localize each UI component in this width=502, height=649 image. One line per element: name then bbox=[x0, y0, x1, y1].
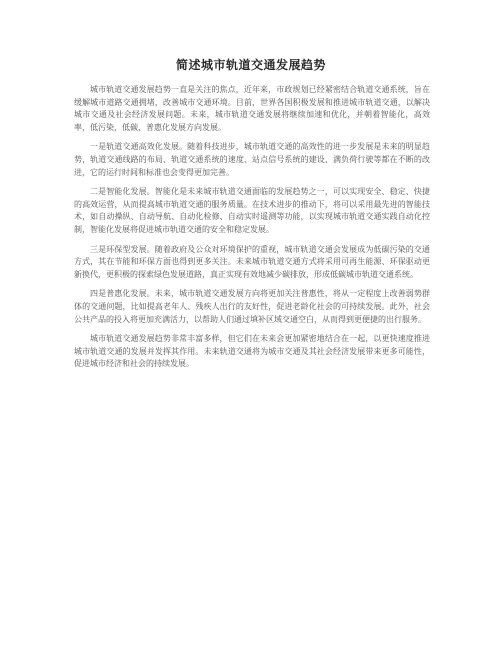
paragraph-efficiency: 一是轨道交通高效化发展。随着科技进步，城市轨道交通的高效性的进一步发展是未来的明显趋势，轨道交通线路的布局、轨道交通系统的速度、站点信号系统的建设、满负荷行驶等都在不断的改进，它的运行时间和标准也会变得更加完善。 bbox=[74, 142, 430, 177]
paragraph-intro: 城市轨道交通发展趋势一直是关注的焦点，近年来，市政规划已经紧密结合轨道交通系统，旨在缓解城市道路交通拥堵，改善城市交通环境。目前，世界各国积极发展和推进城市轨道交通，以解决城市交通及社会经济发展问题。未来，城市轨道交通发展将继续加速和优化，并朝着智能化，高效率，低污染，低碳，普惠化发展方向发展。 bbox=[74, 85, 430, 132]
paragraph-intelligence: 二是智能化发展。智能化是未来城市轨道交通面临的发展趋势之一，可以实现安全、稳定、快捷的高效运营，从而提高城市轨道交通的服务质量。在技术进步的推动下，将可以采用最先进的智能技术，如自动操纵、自动导航、自动化检修、自动实时遥测等功能，以实现城市轨道交通实践自动化控制，智能化发展将促进城市轨道交通的安全和稳定发展。 bbox=[74, 187, 430, 234]
document-body bbox=[74, 84, 430, 378]
paragraph-environment: 三是环保型发展。随着政府及公众对环境保护的重视，城市轨道交通会发展成为低碳污染的交通方式，其在节能和环保方面也得到更多关注。未来城市轨道交通方式将采用可再生能源、环保驱动更新换代，更积极的探索绿色发展道路，真正实现有效地减少碳排放，形成低碳城市轨道交通系统。 bbox=[74, 244, 430, 279]
paragraph-conclusion: 城市轨道交通发展趋势非常丰富多样，但它们在未来会更加紧密地结合在一起，以更快速度推进城市轨道交通的发展并发挥其作用。未来轨道交通将为城市交通及其社会经济发展带来更多可能性，促进城市经济和社会的持续发展。 bbox=[74, 334, 430, 369]
paragraph-inclusive: 四是普惠化发展。未来，城市轨道交通发展方向将更加关注普惠性，将从一定程度上改善弱势群体的交通问题，比如提高老年人、残疾人出行的友好性，促进老龄化社会的可持续发展。此外，社会公共产品的投入将更加充满活力，以帮助人们通过填补区域交通空白，从而得到更便捷的出行服务。 bbox=[74, 289, 430, 324]
document-title: 简述城市轨道交通发展趋势 bbox=[175, 58, 326, 72]
